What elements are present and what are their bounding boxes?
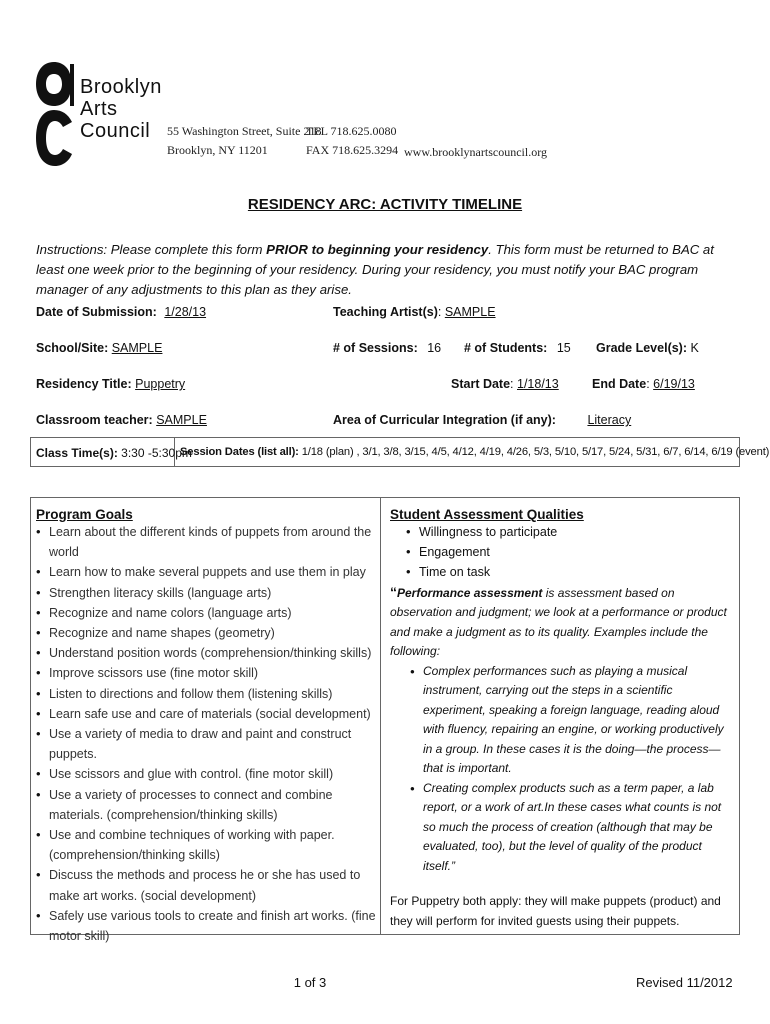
date-of-submission-label: Date of Submission: — [36, 305, 157, 319]
grade-value[interactable]: K — [690, 341, 699, 355]
instructions — [36, 240, 736, 300]
address-line2: Brooklyn, NY 11201 — [167, 143, 268, 157]
program-goal-item: • Recognize and name shapes (geometry) — [36, 623, 376, 643]
revision-date: Revised 11/2012 — [636, 975, 733, 990]
program-goal-item: • Use and combine techniques of working with paper. (comprehension/thinking skills) — [36, 825, 376, 865]
assessment-heading: Student Assessment Qualities — [390, 507, 584, 522]
assessment-qualities-list — [406, 522, 738, 583]
students-field — [464, 341, 571, 355]
performance-assessment-text — [390, 583, 738, 662]
program-goal-item: • Understand position words (comprehension/thinking skills) — [36, 643, 376, 663]
instructions-text-1: Instructions: Please complete this form — [36, 242, 267, 257]
teaching-artist-label: Teaching Artist(s) — [333, 305, 438, 319]
program-goal-item: • Recognize and name colors (language arts) — [36, 603, 376, 623]
instructions-emphasis: PRIOR to beginning your residency — [266, 242, 489, 257]
school-value[interactable]: SAMPLE — [111, 341, 163, 355]
curricular-value[interactable]: Literacy — [587, 413, 632, 427]
end-date-field: End Date: 6/19/13 — [592, 377, 695, 391]
assessment-example-item: • Complex performances such as playing a musical instrument, carrying out the steps in a scientific experiment, speaking a foreign language, reading aloud with fluency, repairing an engine, or working productively in a group. In these cases it is the doing—the process—that is important. — [410, 662, 736, 779]
program-goal-item: • Learn safe use and care of materials (social development) — [36, 704, 376, 724]
instructions-text-2: . This form must be returned to BAC at least one week prior to the beginning of your residency. During your residency, you must notify your BAC program manager of any adjustments to this plan as they arise. — [36, 242, 714, 297]
students-value[interactable]: 15 — [556, 341, 571, 355]
program-goal-item: • Use a variety of processes to connect and combine materials. (comprehension/thinking skills) — [36, 785, 376, 825]
classroom-teacher-field — [36, 413, 207, 427]
org-name-line3: Council — [80, 120, 151, 142]
class-time-label: Class Time(s): — [36, 446, 118, 460]
grade-label: Grade Level(s): — [596, 341, 688, 355]
performance-assessment-term: Performance assessment — [397, 585, 543, 600]
session-dates-field — [180, 446, 769, 458]
residency-title-field — [36, 377, 185, 391]
school-label: School/Site: — [36, 341, 109, 355]
address-line1: 55 Washington Street, Suite 218 — [167, 124, 322, 138]
end-date-label: End Date — [592, 377, 647, 391]
start-date-label: Start Date — [451, 377, 511, 391]
assessment-quality-item: • Engagement — [406, 542, 738, 562]
program-goal-item: • Discuss the methods and process he or she has used to make art works. (social development) — [36, 865, 376, 905]
page-number: 1 of 3 — [293, 975, 327, 990]
org-name-line1: Brooklyn — [80, 76, 162, 98]
session-dates-value[interactable]: 1/18 (plan) , 3/1, 3/8, 3/15, 4/5, 4/12, 4/19, 4/26, 5/3, 5/10, 5/17, 5/24, 5/31, 6/7, 6/14, 6/19 (event) — [301, 446, 770, 458]
puppetry-note: For Puppetry both apply: they will make puppets (product) and they will perform for invited guests using their puppets. — [390, 894, 721, 928]
curricular-label: Area of Curricular Integration (if any): — [333, 413, 556, 427]
classroom-teacher-value[interactable]: SAMPLE — [156, 413, 207, 427]
assessment-quality-item: • Time on task — [406, 562, 738, 582]
program-goals-section — [36, 507, 376, 946]
program-goal-item: • Safely use various tools to create and finish art works. (fine motor skill) — [36, 906, 376, 946]
website-link[interactable]: www.brooklynartscouncil.org — [404, 145, 547, 159]
org-name-line2: Arts — [80, 98, 118, 120]
class-time-field — [36, 446, 192, 460]
org-name — [80, 76, 162, 142]
assessment-quality-item: • Willingness to participate — [406, 522, 738, 542]
sessions-value[interactable]: 16 — [427, 341, 442, 355]
date-of-submission-value[interactable]: 1/28/13 — [164, 305, 207, 319]
school-field — [36, 341, 162, 355]
program-goal-item: • Listen to directions and follow them (listening skills) — [36, 684, 376, 704]
program-goal-item: • Learn about the different kinds of puppets from around the world — [36, 522, 376, 562]
form-title: RESIDENCY ARC: ACTIVITY TIMELINE — [247, 196, 523, 213]
program-goal-item: • Learn how to make several puppets and use them in play — [36, 562, 376, 582]
performance-assessment-definition: is assessment based on observation and judgment; we look at a performance or product and make a judgment as to its quality. Examples include the following: — [390, 585, 727, 659]
start-date-field: Start Date: 1/18/13 — [451, 377, 559, 391]
table-divider — [380, 497, 381, 935]
program-goal-item: • Use scissors and glue with control. (fine motor skill) — [36, 764, 376, 784]
program-goals-list — [36, 522, 376, 946]
curricular-field — [333, 413, 661, 427]
assessment-examples-list — [410, 662, 736, 877]
program-goal-item: • Improve scissors use (fine motor skill) — [36, 663, 376, 683]
program-goals-heading: Program Goals — [36, 507, 133, 522]
students-label: # of Students: — [464, 341, 548, 355]
date-of-submission-field — [36, 305, 220, 319]
grade-field — [596, 341, 699, 355]
assessment-example-item: • Creating complex products such as a term paper, a lab report, or a work of art.In these cases what counts is not so much the process of creation (although that may be evaluated, too), but the level of quality of the product itself.” — [410, 779, 736, 877]
fax-number: FAX 718.625.3294 — [306, 143, 399, 157]
sessions-label: # of Sessions: — [333, 341, 418, 355]
assessment-section — [390, 507, 738, 931]
class-time-value[interactable]: 3:30 -5:30pm — [121, 446, 192, 460]
teaching-artist-field: Teaching Artist(s): SAMPLE — [333, 305, 496, 319]
quote-open: “ — [390, 583, 397, 600]
classroom-teacher-label: Classroom teacher: — [36, 413, 153, 427]
phone-number: TEL 718.625.0080 — [306, 124, 397, 138]
session-dates-label: Session Dates (list all): — [180, 446, 299, 458]
program-goal-item: • Use a variety of media to draw and paint and construct puppets. — [36, 724, 376, 764]
teaching-artist-value[interactable]: SAMPLE — [444, 305, 496, 319]
program-goal-item: • Strengthen literacy skills (language arts) — [36, 583, 376, 603]
sessions-field — [333, 341, 441, 355]
end-date-value[interactable]: 6/19/13 — [653, 377, 695, 391]
residency-title-label: Residency Title: — [36, 377, 132, 391]
start-date-value[interactable]: 1/18/13 — [517, 377, 559, 391]
residency-title-value[interactable]: Puppetry — [135, 377, 186, 391]
bac-logo-icon — [34, 60, 74, 168]
